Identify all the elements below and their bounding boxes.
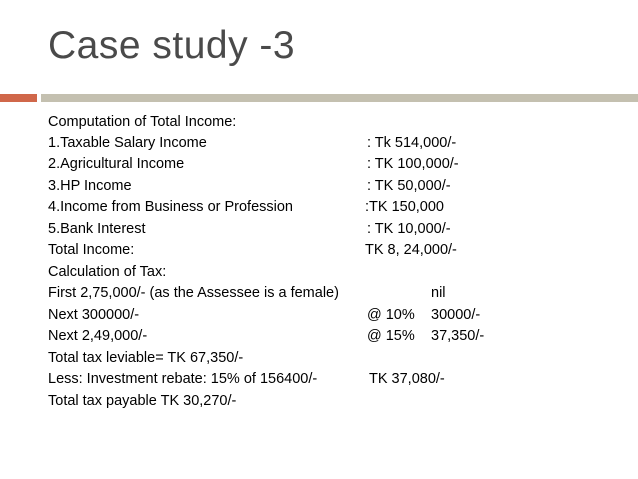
line-label: 5.Bank Interest xyxy=(48,221,146,237)
line-label: Less: Investment rebate: 15% of 156400/- xyxy=(48,371,318,387)
line-value: : Tk 514,000/- xyxy=(367,135,457,151)
line-label: 2.Agricultural Income xyxy=(48,156,185,172)
line-label: Computation of Total Income: xyxy=(48,114,237,130)
line-rate: @ 10% xyxy=(367,307,415,323)
line-value: TK 37,080/- xyxy=(369,371,445,387)
line-rate: @ 15% xyxy=(367,328,415,344)
line-value: : TK 100,000/- xyxy=(367,156,459,172)
line-label: Total Income: xyxy=(48,242,135,258)
line-label: Total tax payable TK 30,270/- xyxy=(48,393,237,409)
line-label: 3.HP Income xyxy=(48,178,132,194)
line-label: 4.Income from Business or Profession xyxy=(48,199,293,215)
line-label: Next 2,49,000/- xyxy=(48,328,148,344)
line-value: : TK 10,000/- xyxy=(367,221,451,237)
line-label: 1.Taxable Salary Income xyxy=(48,135,207,151)
line-label: First 2,75,000/- (as the Assessee is a female) xyxy=(48,285,339,301)
accent-bar-right xyxy=(41,94,638,102)
line-tax: 30000/- xyxy=(431,307,481,323)
slide-title: Case study -3 xyxy=(48,24,296,67)
line-label: Calculation of Tax: xyxy=(48,264,167,280)
line-label: Total tax leviable= TK 67,350/- xyxy=(48,350,244,366)
line-value: TK 8, 24,000/- xyxy=(365,242,457,258)
line-label: Next 300000/- xyxy=(48,307,140,323)
line-value: : TK 50,000/- xyxy=(367,178,451,194)
accent-bar-left xyxy=(0,94,37,102)
line-tax: 37,350/- xyxy=(431,328,485,344)
line-tax: nil xyxy=(431,285,446,301)
line-value: :TK 150,000 xyxy=(365,199,444,215)
